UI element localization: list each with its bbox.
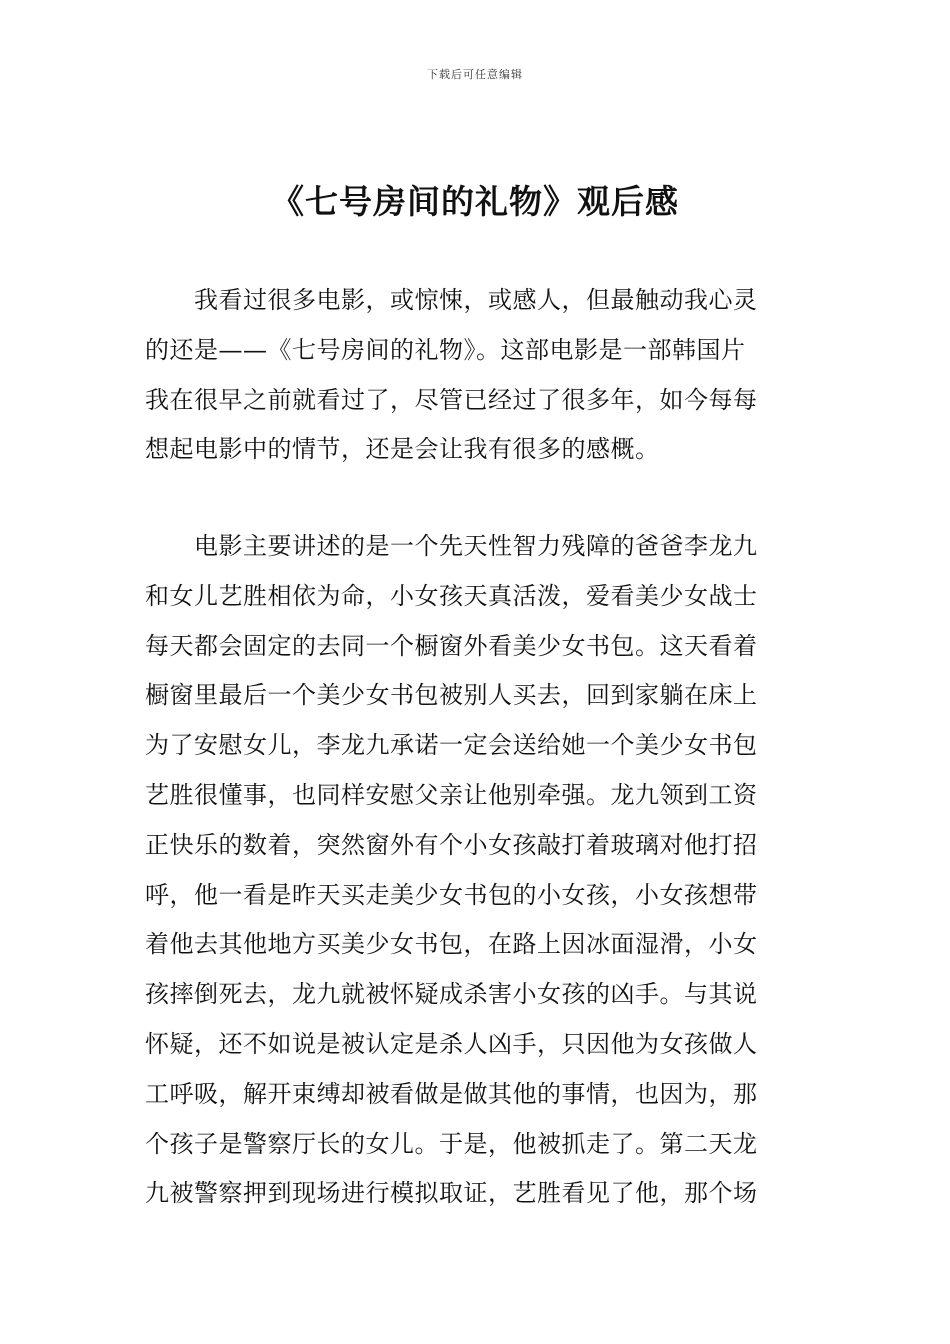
paragraph-line: 艺胜很懂事，也同样安慰父亲让他别牵强。龙九领到工资 — [145, 780, 758, 809]
paragraph-line: 正快乐的数着，突然窗外有个小女孩敲打着玻璃对他打招 — [145, 830, 758, 859]
paragraph-line: 我看过很多电影，或惊悚，或感人，但最触动我心灵 — [145, 286, 758, 314]
paragraph-1 — [145, 276, 807, 475]
paragraph-line: 电影主要讲述的是一个先天性智力残障的爸爸李龙九 — [145, 532, 758, 560]
paragraph-line: 的还是——《七号房间的礼物》。这部电影是一部韩国片 — [145, 335, 746, 364]
paragraph-line: 着他去其他地方买美少女书包，在路上因冰面湿滑，小女 — [145, 930, 758, 959]
paragraph-line: 想起电影中的情节，还是会让我有很多的感概。 — [145, 435, 660, 464]
paragraph-2 — [145, 522, 807, 1219]
paragraph-line: 每天都会固定的去同一个橱窗外看美少女书包。这天看着 — [145, 631, 758, 660]
paragraph-line: 橱窗里最后一个美少女书包被别人买去，回到家躺在床上 — [145, 681, 758, 710]
paragraph-line: 怀疑，还不如说是被认定是杀人凶手，只因他为女孩做人 — [145, 1029, 758, 1058]
document-title: 《七号房间的礼物》观后感 — [271, 182, 679, 221]
header-note: 下载后可任意编辑 — [427, 68, 523, 81]
paragraph-line: 孩摔倒死去，龙九就被怀疑成杀害小女孩的凶手。与其说 — [145, 980, 758, 1009]
paragraph-line: 个孩子是警察厅长的女儿。于是，他被抓走了。第二天龙 — [145, 1129, 758, 1158]
paragraph-line: 为了安慰女儿，李龙九承诺一定会送给她一个美少女书包 — [145, 731, 758, 760]
paragraph-line: 和女儿艺胜相依为命，小女孩天真活泼，爱看美少女战士 — [145, 581, 758, 610]
paragraph-line: 我在很早之前就看过了，尽管已经过了很多年，如今每每 — [145, 385, 758, 414]
paragraph-line: 呼，他一看是昨天买走美少女书包的小女孩，小女孩想带 — [145, 880, 758, 909]
paragraph-line: 工呼吸，解开束缚却被看做是做其他的事情，也因为，那 — [145, 1079, 758, 1108]
paragraph-line: 九被警察押到现场进行模拟取证，艺胜看见了他，那个场 — [145, 1179, 758, 1208]
